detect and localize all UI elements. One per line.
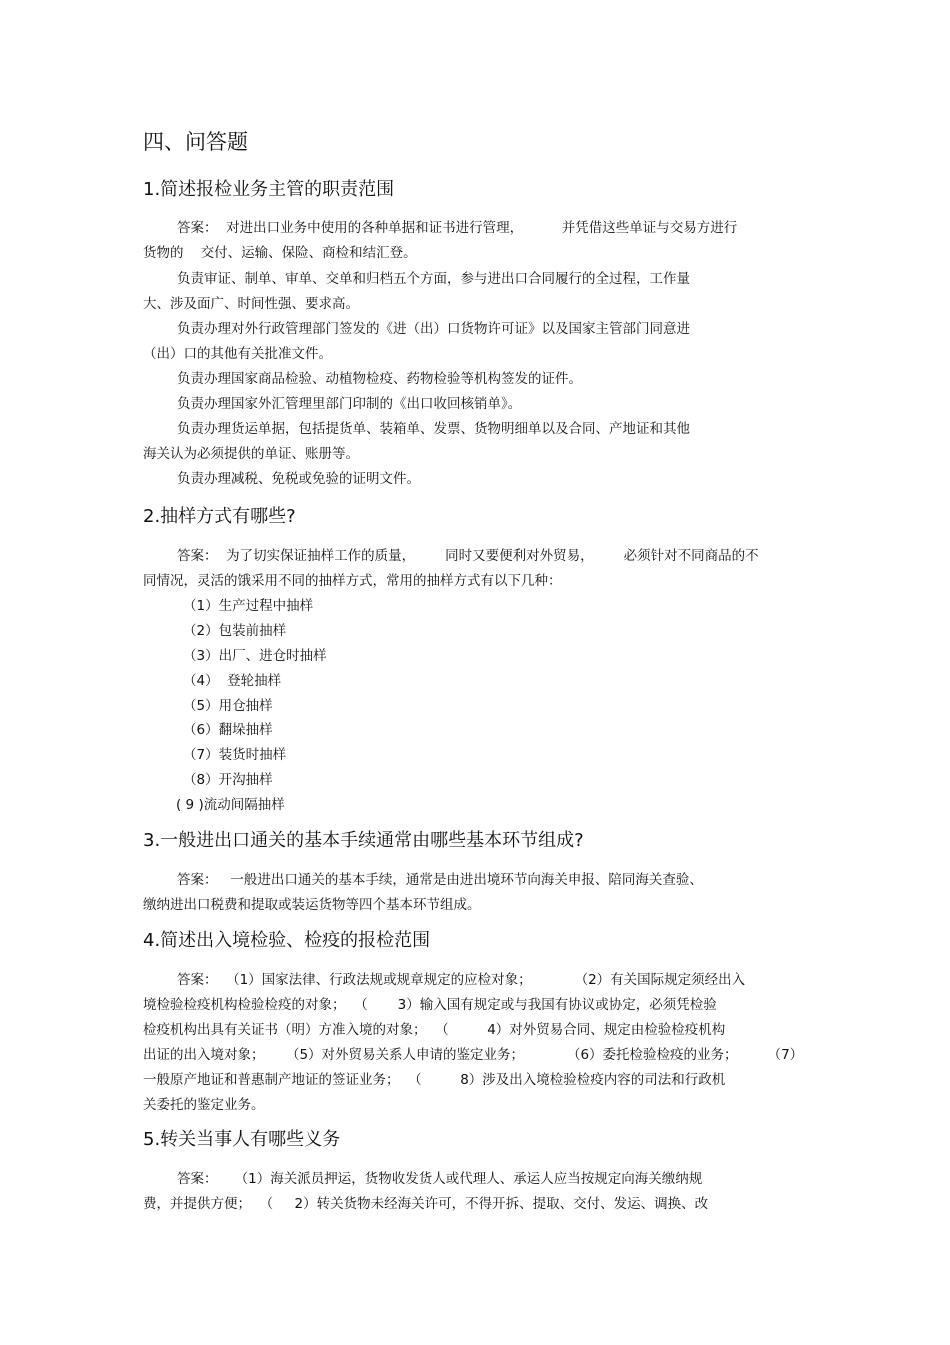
question-1-title: 1.简述报检业务主管的职责范围 <box>143 179 395 200</box>
q5-answer-line-1: 答案： （1）海关派员押运，货物收发货人或代理人、承运人应当按规定向海关缴纳规 <box>177 1171 703 1187</box>
q2-list-item: （4） 登轮抽样 <box>183 673 282 689</box>
q2-list-item: （6）翻垛抽样 <box>183 722 273 738</box>
section-title: 四、问答题 <box>143 130 248 154</box>
q4-answer-line-6: 关委托的鉴定业务。 <box>143 1097 265 1113</box>
q3-answer-line-2: 缴纳进出口税费和提取或装运货物等四个基本环节组成。 <box>143 897 481 913</box>
q4-answer-line-1: 答案： （1）国家法律、行政法规或规章规定的应检对象； （2）有关国际规定须经出入 <box>177 972 746 988</box>
q2-answer-line-1: 答案： 为了切实保证抽样工作的质量， 同时又要便利对外贸易， 必须针对不同商品的不 <box>177 548 759 564</box>
q2-list-item: （8）开沟抽样 <box>183 772 273 788</box>
q3-answer-line-1: 答案： 一般进出口通关的基本手续，通常是由进出境环节向海关申报、陪同海关查验、 <box>177 872 703 888</box>
q4-answer-line-5: 一般原产地证和普惠制产地证的签证业务； （ 8）涉及出入境检验检疫内容的司法和行政机 <box>143 1072 726 1088</box>
question-2-title: 2.抽样方式有哪些? <box>143 506 296 527</box>
q2-answer-line-2: 同情况，灵活的饿采用不同的抽样方式，常用的抽样方式有以下几种： <box>143 573 562 589</box>
q2-list-item: （1）生产过程中抽样 <box>183 598 314 614</box>
q1-answer-line-6: （出）口的其他有关批准文件。 <box>143 346 332 362</box>
q1-answer-line-1: 答案： 对进出口业务中使用的各种单据和证书进行管理， 并凭借这些单证与交易方进行 <box>177 220 738 236</box>
q2-list-item: ( 9 )流动间隔抽样 <box>176 797 285 813</box>
q4-answer-line-3: 检疫机构出具有关证书（明）方准入境的对象； （ 4）对外贸易合同、规定由检验检疫机构 <box>143 1022 726 1038</box>
q1-answer-line-4: 大、涉及面广、时间性强、要求高。 <box>143 296 359 312</box>
q4-answer-line-4: 出证的出入境对象； （5）对外贸易关系人申请的鉴定业务； （6）委托检验检疫的业务； （7） <box>143 1047 804 1063</box>
question-4-title: 4.简述出入境检验、检疫的报检范围 <box>143 930 431 951</box>
q2-list-item: （5）用仓抽样 <box>183 698 273 714</box>
q1-answer-line-11: 负责办理减税、免税或免验的证明文件。 <box>177 471 420 487</box>
q1-answer-line-7: 负责办理国家商品检验、动植物检疫、药物检验等机构签发的证件。 <box>177 371 582 387</box>
q5-answer-line-2: 费，并提供方便； （ 2）转关货物未经海关许可，不得开拆、提取、交付、发运、调换、改 <box>143 1196 709 1212</box>
q2-list-item: （7）装货时抽样 <box>183 747 287 763</box>
q1-answer-line-5: 负责办理对外行政管理部门签发的《进（出）口货物许可证》以及国家主管部门同意进 <box>177 321 690 337</box>
q2-list-item: （2）包装前抽样 <box>183 623 287 639</box>
question-5-title: 5.转关当事人有哪些义务 <box>143 1129 341 1150</box>
q1-answer-line-8: 负责办理国家外汇管理里部门印制的《出口收回核销单》。 <box>177 396 522 412</box>
q1-answer-line-3: 负责审证、制单、审单、交单和归档五个方面，参与进出口合同履行的全过程，工作量 <box>177 271 690 287</box>
q4-answer-line-2: 境检验检疫机构检验检疫的对象； （ 3）输入国有规定或与我国有协议或协定，必须凭检验 <box>143 997 717 1013</box>
q2-list-item: （3）出厂、进仓时抽样 <box>183 648 327 664</box>
question-3-title: 3.一般进出口通关的基本手续通常由哪些基本环节组成? <box>143 830 584 851</box>
q1-answer-line-2: 货物的 交付、运输、保险、商检和结汇登。 <box>143 245 417 261</box>
q1-answer-line-10: 海关认为必须提供的单证、账册等。 <box>143 446 359 462</box>
q1-answer-line-9: 负责办理货运单据，包括提货单、装箱单、发票、货物明细单以及合同、产地证和其他 <box>177 421 690 437</box>
